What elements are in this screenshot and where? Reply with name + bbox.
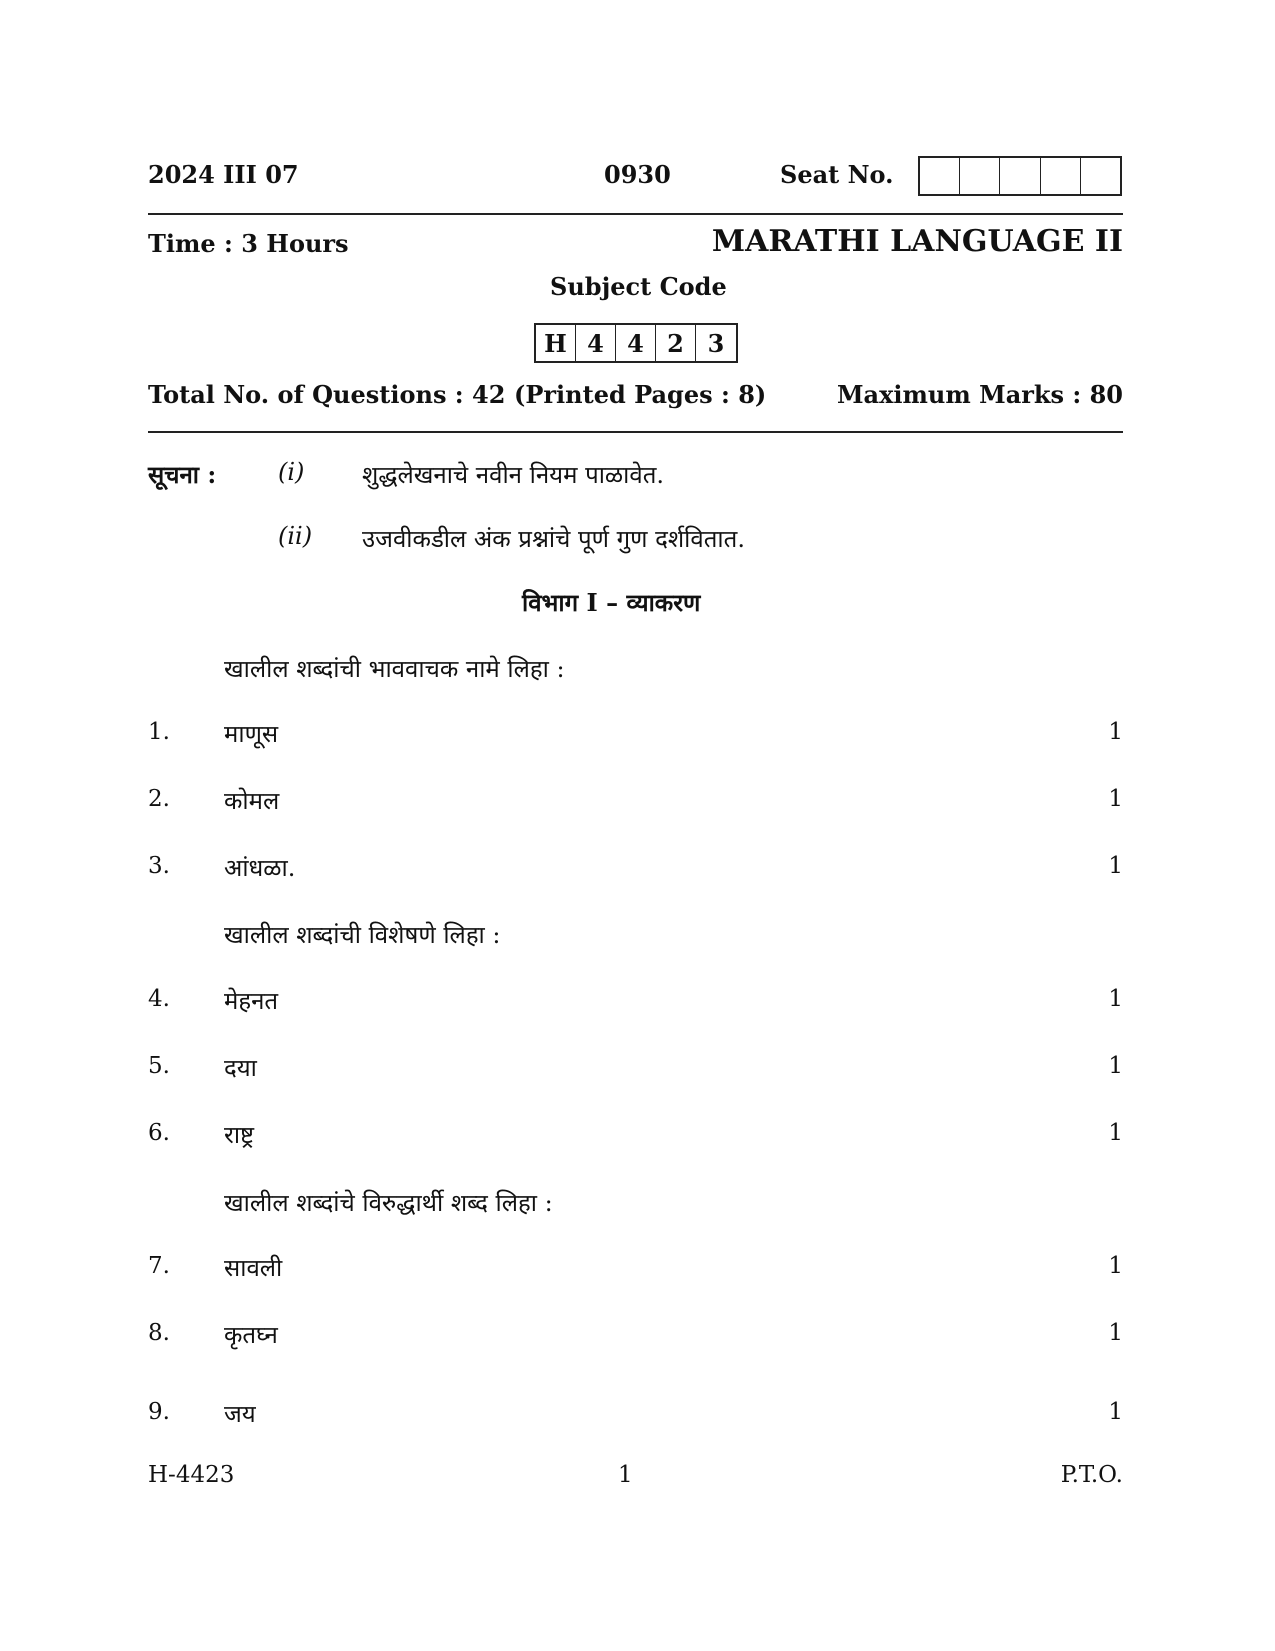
group-heading: खालील शब्दांचे विरुद्धार्थी शब्द लिहा : bbox=[224, 1189, 553, 1217]
exam-code: 2024 III 07 bbox=[148, 160, 299, 189]
question-text: कोमल bbox=[224, 787, 280, 815]
subject-code-digit: H bbox=[536, 325, 576, 361]
subject-code-digit: 4 bbox=[576, 325, 616, 361]
page-number: 1 bbox=[618, 1462, 633, 1488]
question-marks: 1 bbox=[1108, 1120, 1123, 1146]
subject-code-digit: 3 bbox=[707, 328, 725, 358]
question-marks: 1 bbox=[1108, 1053, 1123, 1079]
seat-box[interactable] bbox=[1041, 158, 1081, 194]
instruction-text: उजवीकडील अंक प्रश्नांचे पूर्ण गुण दर्शवितात. bbox=[362, 525, 745, 553]
question-number: 5. bbox=[148, 1053, 170, 1079]
question-text: माणूस bbox=[224, 720, 279, 748]
instruction-marker: (i) bbox=[278, 458, 305, 486]
exam-time: Time : 3 Hours bbox=[148, 229, 349, 258]
question-marks: 1 bbox=[1108, 719, 1123, 745]
instruction-marker: (ii) bbox=[278, 522, 313, 550]
total-questions: Total No. of Questions : 42 bbox=[148, 380, 506, 409]
seat-label: Seat No. bbox=[780, 160, 894, 189]
group-heading: खालील शब्दांची विशेषणे लिहा : bbox=[224, 921, 501, 949]
question-text: मेहनत bbox=[224, 987, 279, 1015]
seat-box[interactable] bbox=[920, 158, 960, 194]
instructions-label: सूचना : bbox=[148, 460, 217, 489]
question-number: 7. bbox=[148, 1253, 170, 1279]
question-text: दया bbox=[224, 1054, 257, 1082]
paper-number: 0930 bbox=[604, 160, 671, 189]
question-number: 9. bbox=[148, 1399, 170, 1425]
header-rule-bottom bbox=[148, 431, 1123, 433]
subject-code-label: Subject Code bbox=[550, 272, 727, 301]
maximum-marks: Maximum Marks : 80 bbox=[836, 380, 1123, 409]
question-number: 8. bbox=[148, 1320, 170, 1346]
question-text: जय bbox=[224, 1400, 256, 1428]
printed-pages: (Printed Pages : 8) bbox=[514, 380, 767, 409]
question-marks: 1 bbox=[1108, 1253, 1123, 1279]
question-number: 3. bbox=[148, 853, 170, 879]
section-title: विभाग I – व्याकरण bbox=[522, 588, 701, 617]
question-text: राष्ट्र bbox=[224, 1121, 255, 1149]
question-text: कृतघ्न bbox=[224, 1321, 278, 1349]
instruction-text: शुद्धलेखनाचे नवीन नियम पाळावेत. bbox=[362, 461, 665, 489]
group-heading: खालील शब्दांची भाववाचक नामे लिहा : bbox=[224, 655, 565, 683]
question-number: 2. bbox=[148, 786, 170, 812]
question-text: आंधळा. bbox=[224, 854, 296, 882]
seat-box[interactable] bbox=[960, 158, 1000, 194]
question-marks: 1 bbox=[1108, 986, 1123, 1012]
question-number: 6. bbox=[148, 1120, 170, 1146]
question-number: 4. bbox=[148, 986, 170, 1012]
question-number: 1. bbox=[148, 719, 170, 745]
subject-title: MARATHI LANGUAGE II bbox=[711, 224, 1123, 259]
please-turn-over: P.T.O. bbox=[1060, 1462, 1123, 1488]
question-marks: 1 bbox=[1108, 1320, 1123, 1346]
subject-code-digit: 4 bbox=[616, 325, 656, 361]
question-marks: 1 bbox=[1108, 786, 1123, 812]
footer-paper-code: H-4423 bbox=[148, 1462, 235, 1488]
question-marks: 1 bbox=[1108, 1399, 1123, 1425]
question-marks: 1 bbox=[1108, 853, 1123, 879]
subject-code-digit: 2 bbox=[656, 325, 696, 361]
seat-box[interactable] bbox=[1000, 158, 1040, 194]
header-rule-top bbox=[148, 213, 1123, 215]
seat-number-boxes[interactable] bbox=[918, 156, 1122, 196]
question-text: सावली bbox=[224, 1254, 283, 1282]
subject-code-boxes bbox=[534, 323, 738, 363]
seat-box[interactable] bbox=[1081, 158, 1120, 194]
